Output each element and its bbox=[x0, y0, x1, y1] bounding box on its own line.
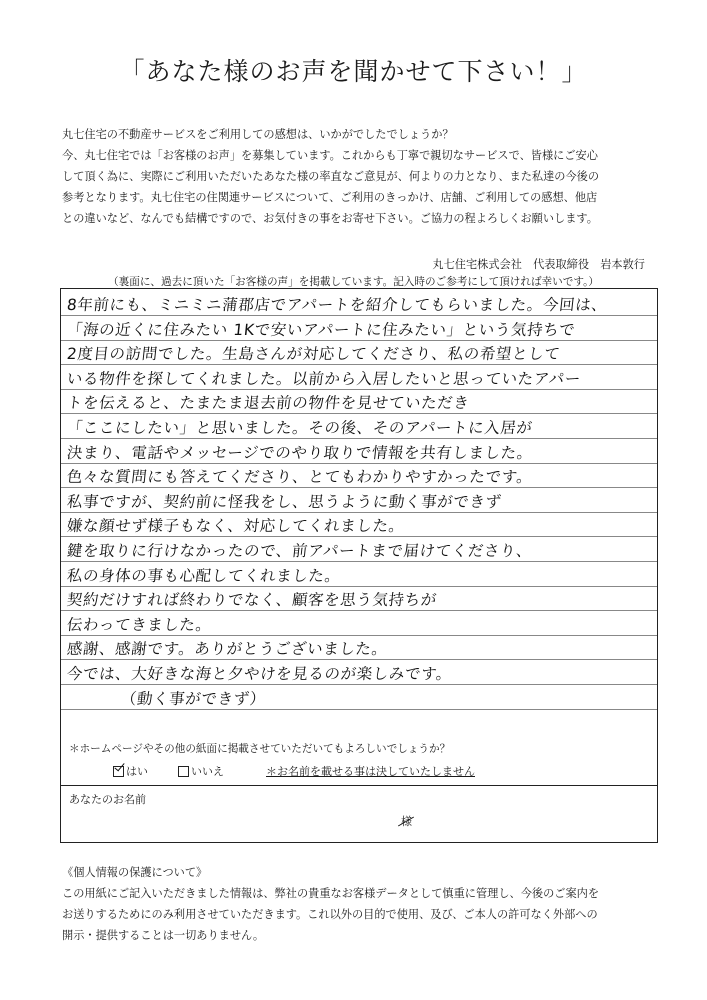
intro-line: 丸七住宅の不動産サービスをご利用しての感想は、いかがでしたでしょうか？ bbox=[62, 128, 454, 141]
privacy-section bbox=[62, 862, 662, 946]
ruled-line bbox=[61, 635, 657, 636]
ruled-line bbox=[61, 610, 657, 611]
ruled-line bbox=[61, 413, 657, 414]
ruled-line bbox=[61, 340, 657, 341]
ruled-line bbox=[61, 463, 657, 464]
option-yes-label: はい bbox=[126, 765, 148, 778]
handwritten-line: 感謝、感謝です。ありがとうございました。 bbox=[65, 640, 389, 659]
handwritten-comment-area[interactable] bbox=[61, 289, 657, 739]
reference-note: （裏面に、過去に頂いた「お客様の声」を掲載しています。記入時のご参考にして頂ければ幸いです。） bbox=[108, 276, 599, 288]
publish-consent-question: ＊ホームページやその他の紙面に掲載させていただいてもよろしいでしょうか？ bbox=[69, 743, 451, 755]
intro-line: して頂く為に、実際にご利用いただいたあなた様の率直なご意見が、何よりの力となり、また私達の今後の bbox=[62, 170, 600, 183]
ruled-line bbox=[61, 684, 657, 685]
option-yes[interactable] bbox=[113, 763, 148, 779]
handwritten-line: トを伝えると、たまたま退去前の物件を見せていただき bbox=[65, 394, 471, 413]
ruled-line bbox=[61, 561, 657, 562]
intro-line: 今、丸七住宅では「お客様のお声」を募集しています。これからも丁寧で親切なサービスで、皆様にご安心 bbox=[62, 149, 598, 162]
name-field-label: あなたのお名前 bbox=[69, 793, 146, 806]
handwritten-line: 今では、大好きな海と夕やけを見るのが楽しみです。 bbox=[65, 665, 454, 683]
ruled-line bbox=[61, 536, 657, 537]
intro-text bbox=[62, 124, 662, 229]
handwritten-line: 2度目の訪問でした。生島さんが対応してくださり、私の希望として bbox=[65, 345, 562, 364]
intro-line: 参考となります。丸七住宅の住関連サービスについて、ご利用のきっかけ、店舗、ご利用しての感想、他店 bbox=[62, 191, 598, 204]
handwritten-line: 色々な質問にも答えてくださり、とてもわかりやすかったです。 bbox=[65, 468, 534, 487]
checkbox-yes[interactable] bbox=[113, 766, 124, 777]
name-privacy-note: ＊お名前を載せる事は決していたしません bbox=[266, 765, 475, 778]
handwritten-line: いる物件を探してくれました。以前から入居したいと思っていたアパー bbox=[65, 369, 582, 388]
option-no[interactable] bbox=[178, 763, 224, 779]
privacy-line: この用紙にご記入いただきました情報は、弊社の貴重なお客様データとして慎重に管理し、今後のご案内を bbox=[62, 887, 600, 900]
handwritten-line: 「海の近くに住みたい 1Kで安いアパートに住みたい」という気持ちで bbox=[65, 320, 577, 339]
handwritten-line: 私事ですが、契約前に怪我をし、思うように動く事ができず bbox=[65, 492, 503, 511]
privacy-heading: 《個人情報の保護について》 bbox=[62, 866, 208, 879]
ruled-line bbox=[61, 709, 657, 710]
ruled-line bbox=[61, 659, 657, 660]
ruled-line bbox=[61, 487, 657, 488]
ruled-line bbox=[61, 364, 657, 365]
handwritten-line: （動く事ができず） bbox=[119, 689, 267, 708]
handwritten-line: 鍵を取りに行けなかったので、前アパートまで届けてくださり、 bbox=[65, 542, 534, 560]
ruled-line bbox=[61, 512, 657, 513]
ruled-line bbox=[61, 438, 657, 439]
ruled-line bbox=[61, 586, 657, 587]
handwritten-line: 契約だけすれば終わりでなく、顧客を思う気持ちが bbox=[65, 591, 438, 610]
publish-consent-options bbox=[113, 763, 475, 779]
handwritten-line: 伝わってきました。 bbox=[65, 615, 213, 634]
intro-line: との違いなど、なんでも結構ですので、お気付きの事をお寄せ下さい。ご協力の程よろしくお願いします。 bbox=[62, 212, 598, 225]
name-suffix: 様 bbox=[401, 815, 412, 828]
privacy-line: 開示・提供することは一切ありません。 bbox=[62, 929, 265, 942]
handwritten-line: 私の身体の事も心配してくれました。 bbox=[65, 566, 342, 585]
handwritten-line: 「ここにしたい」と思いました。その後、そのアパートに入居が bbox=[65, 419, 534, 437]
company-signature: 丸七住宅株式会社 代表取締役 岩本敦行 bbox=[432, 258, 645, 271]
ruled-line bbox=[61, 389, 657, 390]
handwritten-line: 嫌な顔せず様子もなく、対応してくれました。 bbox=[65, 517, 406, 536]
privacy-line: お送りするためにのみ利用させていただきます。これ以外の目的で使用、及び、ご本人の許可なく外部への bbox=[62, 908, 598, 921]
handwritten-line: 決まり、電話やメッセージでのやり取りで情報を共有しました。 bbox=[65, 443, 534, 462]
page-title: 「あなた様のお声を聞かせて下さい！」 bbox=[119, 57, 588, 86]
divider bbox=[61, 785, 657, 786]
checkbox-no[interactable] bbox=[178, 766, 189, 777]
feedback-form bbox=[60, 288, 658, 843]
option-no-label: いいえ bbox=[191, 765, 224, 778]
ruled-line bbox=[61, 315, 657, 316]
handwritten-line: 8年前にも、ミニミニ蒲郡店でアパートを紹介してもらいました。今回は、 bbox=[65, 296, 609, 314]
